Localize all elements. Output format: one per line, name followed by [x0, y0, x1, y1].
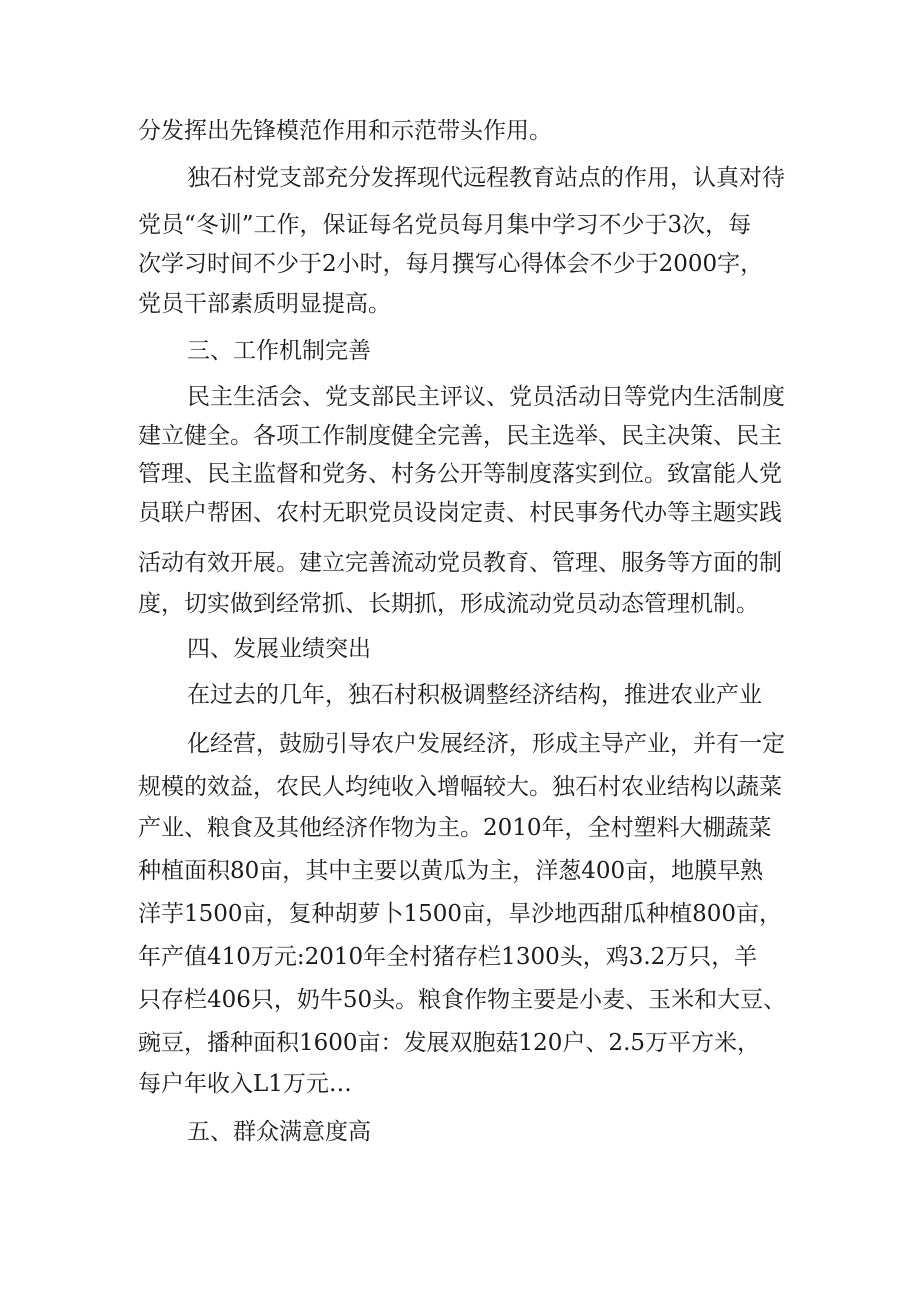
section-heading: 四、发展业绩突出	[187, 636, 371, 662]
text-line: 在过去的几年，独石村积极调整经济结构，推进农业产业	[187, 682, 762, 708]
text-line: 党员干部素质明显提高。	[138, 291, 391, 317]
text-line: 年产值410万元:2010年全村猪存栏1300头，鸡3.2万只，羊	[138, 944, 758, 970]
text-line: 化经营，鼓励引导农户发展经济，形成主导产业，并有一定	[187, 731, 785, 757]
text-line: 规模的效益，农民人均纯收入增幅较大。独石村农业结构以蔬菜	[138, 774, 782, 800]
text-line: 种植面积80亩，其中主要以黄瓜为主，洋葱400亩，地膜早熟	[138, 858, 764, 884]
text-line: 豌豆，播种面积1600亩：发展双胞菇120户、2.5万平方米，	[138, 1030, 761, 1056]
text-line: 只存栏406只，奶牛50头。粮食作物主要是小麦、玉米和大豆、	[138, 987, 787, 1013]
text-line: 每户年收入L1万元…	[138, 1071, 352, 1097]
text-line: 次学习时间不少于2小时，每月撰写心得体会不少于2000字，	[138, 251, 764, 277]
text-line: 度，切实做到经常抓、长期抓，形成流动党员动态管理机制。	[138, 591, 759, 617]
text-line: 产业、粮食及其他经济作物为主。2010年，全村塑料大棚蔬菜	[138, 815, 772, 841]
section-heading: 五、群众满意度高	[187, 1119, 371, 1145]
text-line: 独石村党支部充分发挥现代远程教育站点的作用，认真对待	[187, 165, 785, 191]
text-line: 管理、民主监督和党务、村务公开等制度落实到位。致富能人党	[138, 461, 782, 487]
text-line: 建立健全。各项工作制度健全完善，民主选举、民主决策、民主	[138, 423, 782, 449]
text-line: 党员“冬训”工作，保证每名党员每月集中学习不少于3次，每	[138, 212, 752, 238]
text-line: 洋芋1500亩，复种胡萝卜1500亩，旱沙地西甜瓜种植800亩，	[138, 901, 782, 927]
section-heading: 三、工作机制完善	[187, 338, 371, 364]
text-line: 分发挥出先锋模范作用和示范带头作用。	[138, 118, 552, 144]
text-line: 民主生活会、党支部民主评议、党员活动日等党内生活制度	[187, 384, 785, 410]
text-line: 活动有效开展。建立完善流动党员教育、管理、服务等方面的制	[138, 550, 782, 576]
text-line: 员联户帮困、农村无职党员设岗定责、村民事务代办等主题实践	[138, 500, 782, 526]
